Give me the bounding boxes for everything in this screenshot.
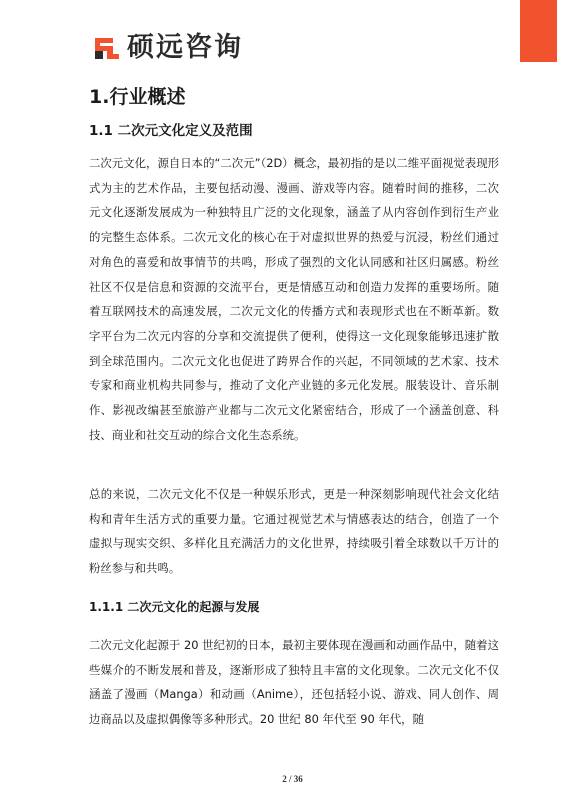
body-paragraph: 二次元文化，源自日本的“二次元”（2D）概念，最初指的是以二维平面视觉表现形式为主的艺术作品，主要包括动漫、漫画、游戏等内容。随着时间的推移，二次元文化逐渐发展成为一种独特且广泛的文化现象，涵盖了从内容创作到衍生产业的完整生态体系。二次元文化的核心在于对虚拟世界的热爱与沉浸，粉丝们通过对角色的喜爱和故事情节的共鸣，形成了强烈的文化认同感和社区归属感。粉丝社区不仅是信息和资源的交流平台，更是情感互动和创造力发挥的重要场所。随着互联网技术的高速发展，二次元文化的传播方式和表现形式也在不断革新。数字平台为二次元内容的分享和交流提供了便利，使得这一文化现象能够迅速扩散到全球范围内。二次元文化也促进了跨界合作的兴起，不同领域的艺术家、技术专家和商业机构共同参与，推动了文化产业链的多元化发展。服装设计、音乐制作、影视改编甚至旅游产业都与二次元文化紧密结合，形成了一个涵盖创意、科技、商业和社交互动的综合文化生态系统。 <box>89 156 499 442</box>
subsection-heading: 1.1 二次元文化定义及范围 <box>89 123 253 139</box>
page-number: 2 / 36 <box>282 774 303 784</box>
accent-block <box>520 0 557 62</box>
sub-subsection-heading: 1.1.1 二次元文化的起源与发展 <box>89 600 260 614</box>
logo-text: 硕远咨询 <box>127 32 243 63</box>
body-paragraph: 总的来说，二次元文化不仅是一种娱乐形式，更是一种深刻影响现代社会文化结构和青年生活方式的重要力量。它通过视觉艺术与情感表达的结合，创造了一个虚拟与现实交织、多样化且充满活力的文化世界，持续吸引着全球数以千万计的粉丝参与和共鸣。 <box>89 487 499 576</box>
section-heading: 1.行业概述 <box>89 86 186 108</box>
body-paragraph: 二次元文化起源于 20 世纪初的日本，最初主要体现在漫画和动画作品中，随着这些媒介的不断发展和普及，逐渐形成了独特且丰富的文化现象。二次元文化不仅涵盖了漫画（Manga）和动画（Anime），还包括轻小说、游戏、同人创作、周边商品以及虚拟偶像等多种形式。20 世纪 80 年代至 90 年代，随 <box>89 638 499 727</box>
logo-mark-icon <box>93 34 121 62</box>
company-logo <box>93 31 243 65</box>
